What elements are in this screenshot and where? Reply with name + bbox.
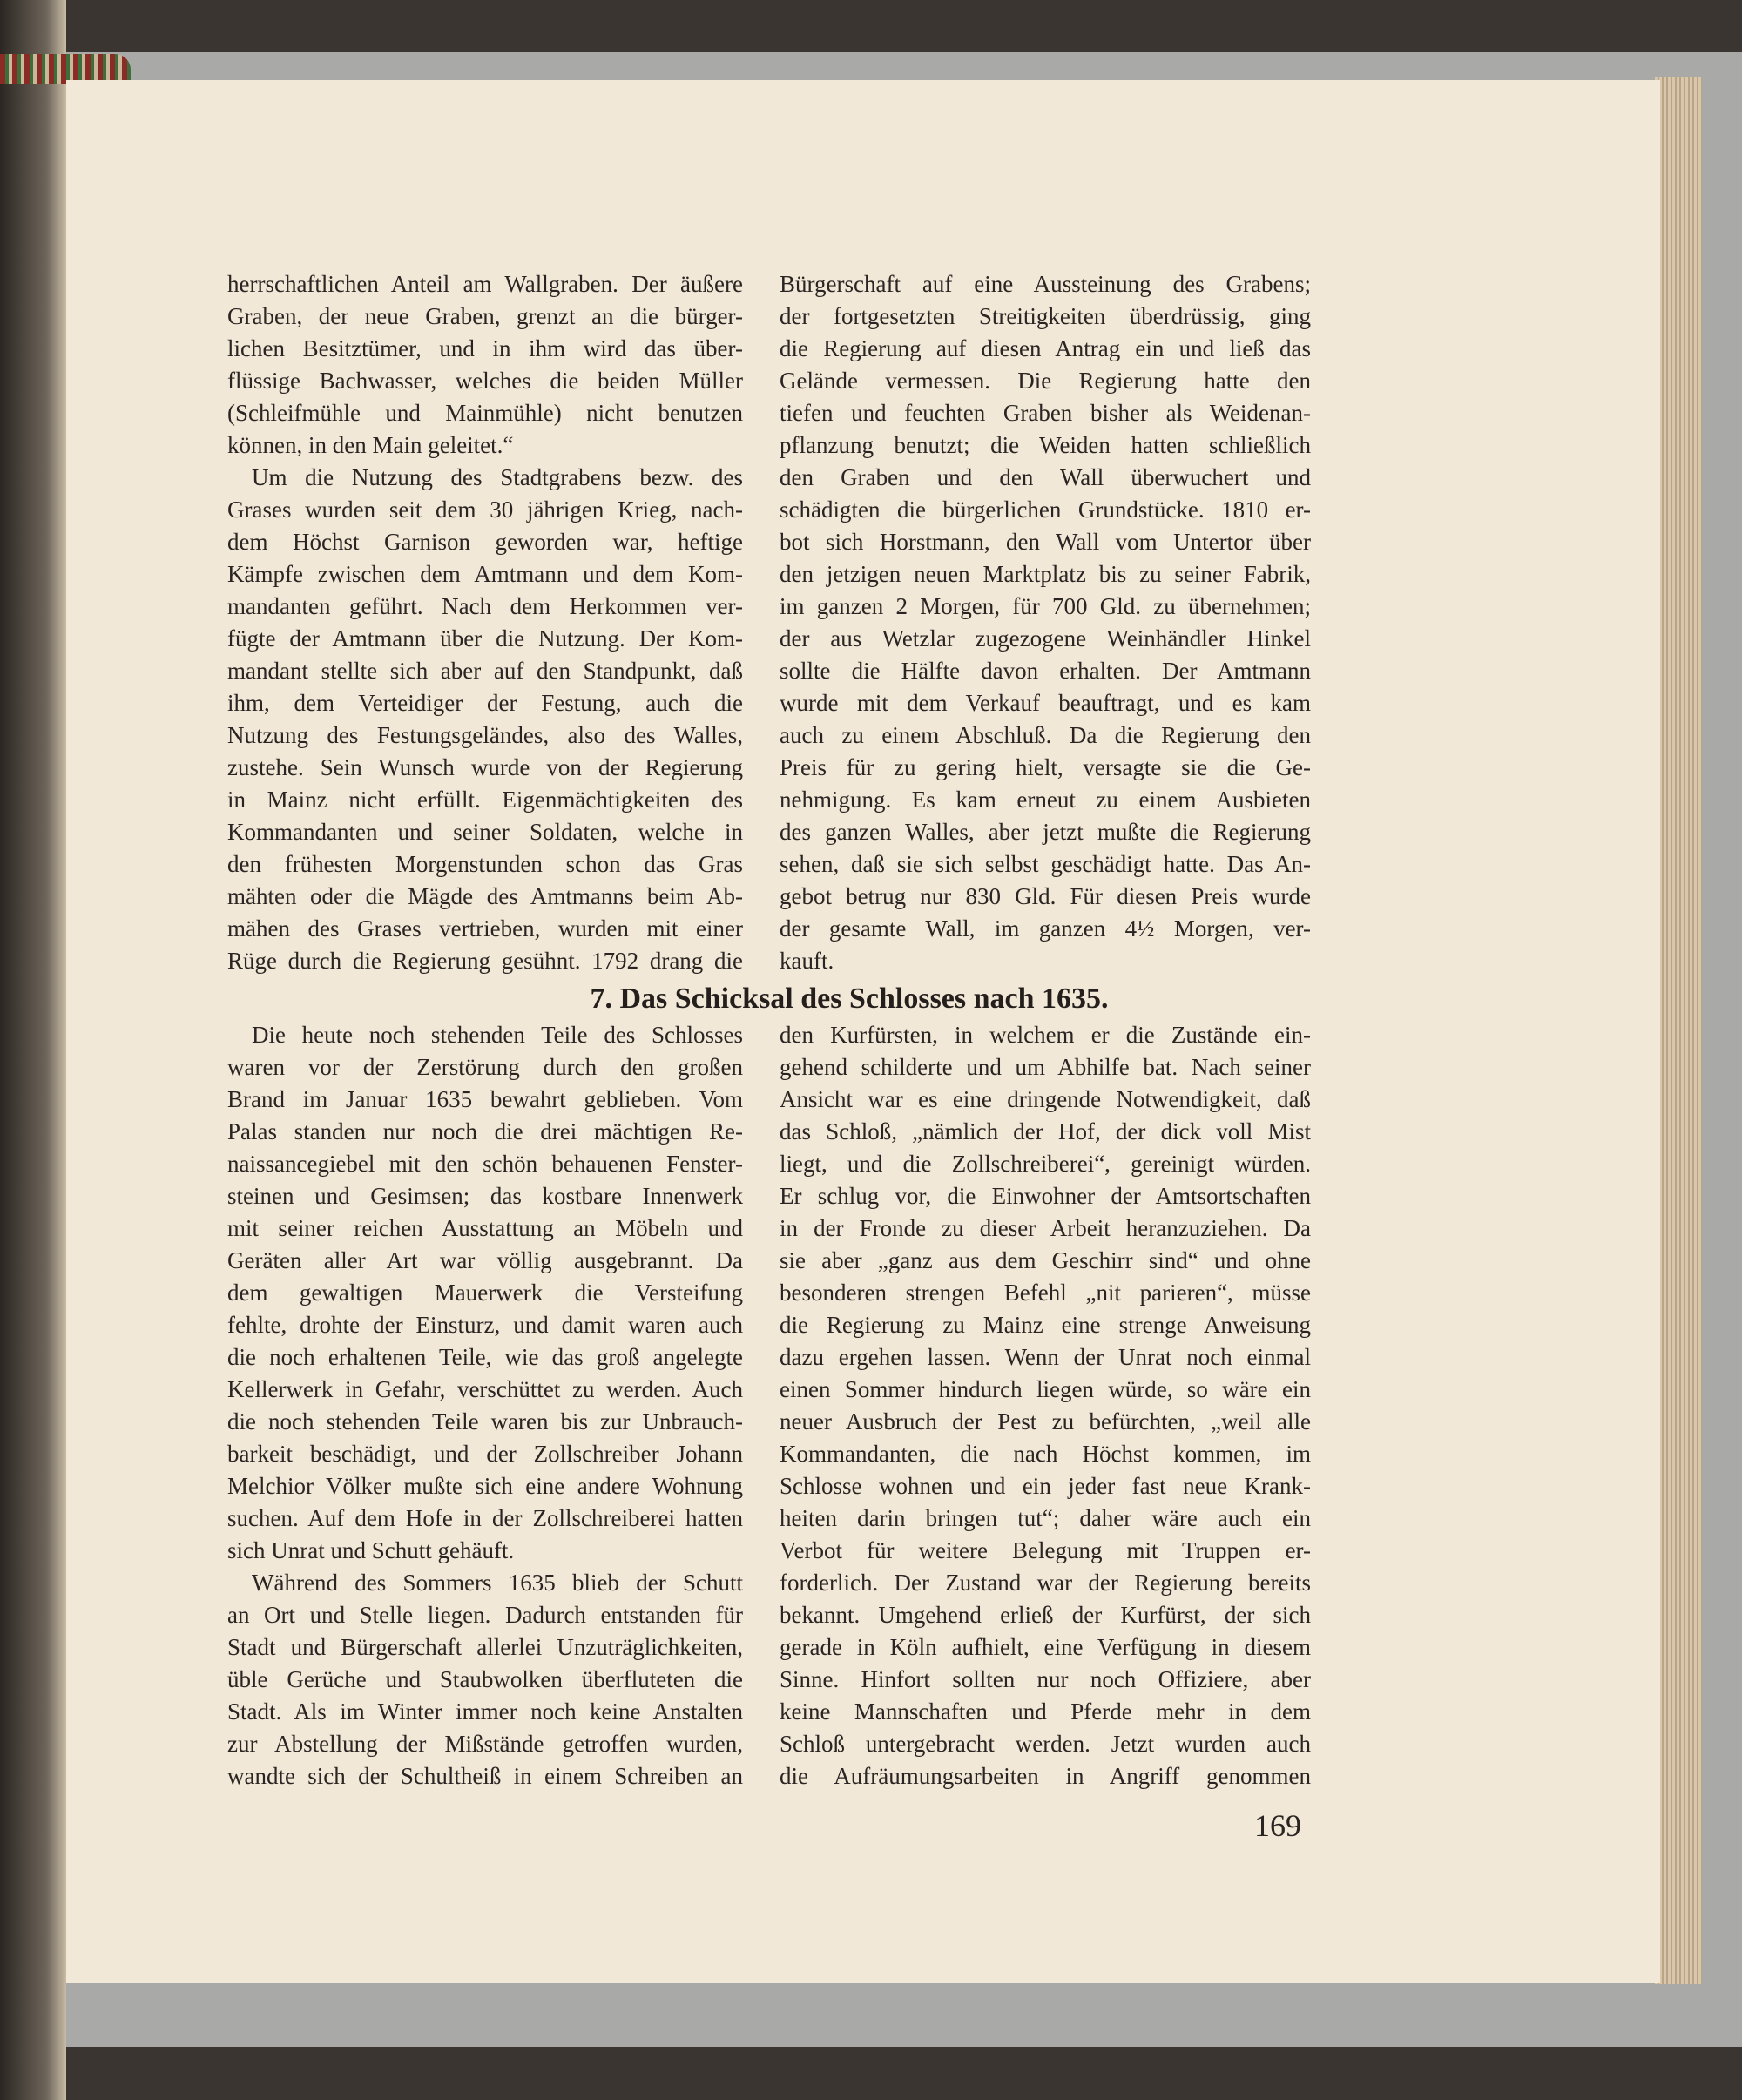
text-line: sich Unrat und Schutt gehäuft. [227,1537,515,1563]
text-line: Grases wurden seit dem 30 jährigen Krieg, nach- [227,496,743,523]
text-line: Nutzung des Festungsgeländes, also des Walles, [227,722,743,748]
text-line: sie aber „ganz aus dem Geschirr sind“ und ohne [780,1247,1311,1273]
text-line: Kommandanten, die nach Höchst kommen, im [780,1441,1311,1467]
text-line: besonderen strengen Befehl „nit parieren“, müsse [780,1280,1311,1306]
text-line: Kämpfe zwischen dem Amtmann und dem Kom- [227,561,743,587]
text-line: auch zu einem Abschluß. Da die Regierung den [780,722,1311,748]
text-line: gehend schilderte und um Abhilfe bat. Nach seiner [780,1054,1311,1080]
text-line: steinen und Gesimsen; das kostbare Innenwerk [227,1183,743,1209]
text-line: Er schlug vor, die Einwohner der Amtsortschaften [780,1183,1311,1209]
paragraph [780,1019,1311,1793]
text-line: schädigten die bürgerlichen Grundstücke. 1810 er- [780,496,1311,523]
text-line: in der Fronde zu dieser Arbeit heranzuziehen. Da [780,1215,1311,1241]
text-line: das Schloß, „nämlich der Hof, der dick voll Mist [780,1118,1311,1145]
text-line: der fortgesetzten Streitigkeiten überdrüssig, ging [780,303,1311,329]
paragraph [780,268,1311,977]
text-line: können, in den Main geleitet.“ [227,432,514,458]
text-line: barkeit beschädigt, und der Zollschreiber Johann [227,1441,743,1467]
text-line: zur Abstellung der Mißstände getroffen wurden, [227,1731,743,1757]
text-line: Graben, der neue Graben, grenzt an die bürger- [227,303,743,329]
text-line: Preis für zu gering hielt, versagte sie die Ge- [780,754,1311,780]
text-line: Kellerwerk in Gefahr, verschüttet zu werden. Auch [227,1376,743,1402]
text-line: dazu ergehen lassen. Wenn der Unrat noch einmal [780,1344,1311,1370]
text-line: sehen, daß sie sich selbst geschädigt hatte. Das An- [780,851,1311,877]
text-line: waren vor der Zerstörung durch den großen [227,1054,743,1080]
text-line: Brand im Januar 1635 bewahrt geblieben. Vom [227,1086,743,1112]
text-line: neuer Ausbruch der Pest zu befürchten, „weil alle [780,1408,1311,1435]
text-line: des ganzen Walles, aber jetzt mußte die Regierung [780,819,1311,845]
section-heading: 7. Das Schicksal des Schlosses nach 1635. [590,982,1109,1015]
text-line: kauft. [780,948,834,974]
text-line: naissancegiebel mit den schön behauenen Fenster- [227,1151,743,1177]
book-spine [0,0,66,2100]
text-line: bekannt. Umgehend erließ der Kurfürst, der sich [780,1602,1311,1628]
text-line: mähen des Grases vertrieben, wurden mit einer [227,915,743,942]
text-line: lichen Besitztümer, und in ihm wird das über- [227,335,743,361]
right-column-bottom [780,1019,1311,1793]
text-line: mähten oder die Mägde des Amtmanns beim Ab- [227,883,743,909]
paragraph [227,268,743,462]
text-line: (Schleifmühle und Mainmühle) nicht benutzen [227,400,743,426]
text-line: liegt, und die Zollschreiberei“, gereinigt würden. [780,1151,1311,1177]
text-line: die Regierung auf diesen Antrag ein und ließ das [780,335,1311,361]
text-line: den frühesten Morgenstunden schon das Gras [227,851,743,877]
text-line: Während des Sommers 1635 blieb der Schutt [252,1570,743,1596]
text-line: in Mainz nicht erfüllt. Eigenmächtigkeiten des [227,787,743,813]
text-line: Stadt. Als im Winter immer noch keine Anstalten [227,1698,743,1725]
text-line: im ganzen 2 Morgen, für 700 Gld. zu übernehmen; [780,593,1311,619]
text-line: forderlich. Der Zustand war der Regierung bereits [780,1570,1311,1596]
text-line: den jetzigen neuen Marktplatz bis zu seiner Fabrik, [780,561,1311,587]
left-column-bottom [227,1019,743,1793]
text-line: heiten darin bringen tut“; daher wäre auch ein [780,1505,1311,1531]
text-line: Verbot für weitere Belegung mit Truppen er- [780,1537,1311,1563]
text-line: den Kurfürsten, in welchem er die Zustände ein- [780,1022,1311,1048]
text-line: gerade in Köln aufhielt, eine Verfügung in diesem [780,1634,1311,1660]
text-line: Schlosse wohnen und ein jeder fast neue Krank- [780,1473,1311,1499]
text-line: nehmigung. Es kam erneut zu einem Ausbieten [780,787,1311,813]
text-line: Ansicht war es eine dringende Notwendigkeit, daß [780,1086,1311,1112]
text-line: Sinne. Hinfort sollten nur noch Offiziere, aber [780,1666,1311,1692]
book-headband [0,54,131,84]
right-column-top [780,268,1311,977]
paragraph [227,462,743,977]
text-line: Melchior Völker mußte sich eine andere Wohnung [227,1473,743,1499]
text-line: fehlte, drohte der Einsturz, und damit waren auch [227,1312,743,1338]
text-line: gebot betrug nur 830 Gld. Für diesen Preis wurde [780,883,1311,909]
text-line: mandanten geführt. Nach dem Herkommen ver- [227,593,743,619]
text-line: die noch stehenden Teile waren bis zur Unbrauch- [227,1408,743,1435]
text-line: Geräten aller Art war völlig ausgebrannt. Da [227,1247,743,1273]
text-line: suchen. Auf dem Hofe in der Zollschreiberei hatten [227,1505,743,1531]
text-line: der gesamte Wall, im ganzen 4½ Morgen, ver- [780,915,1311,942]
text-line: mit seiner reichen Ausstattung an Möbeln und [227,1215,743,1241]
text-line: an Ort und Stelle liegen. Dadurch entstanden für [227,1602,743,1628]
text-line: Gelände vermessen. Die Regierung hatte den [780,368,1311,394]
text-line: Kommandanten und seiner Soldaten, welche in [227,819,743,845]
text-line: dem gewaltigen Mauerwerk die Versteifung [227,1280,743,1306]
text-line: mandant stellte sich aber auf den Standpunkt, daß [227,658,743,684]
text-line: bot sich Horstmann, den Wall vom Untertor über [780,529,1311,555]
text-line: wurde mit dem Verkauf beauftragt, und es kam [780,690,1311,716]
text-line: Rüge durch die Regierung gesühnt. 1792 drang die [227,948,743,974]
text-line: Um die Nutzung des Stadtgrabens bezw. des [252,464,743,490]
text-line: wandte sich der Schultheiß in einem Schreiben an [227,1763,743,1789]
text-line: Bürgerschaft auf eine Aussteinung des Grabens; [780,271,1311,297]
text-line: pflanzung benutzt; die Weiden hatten schließlich [780,432,1311,458]
text-line: keine Mannschaften und Pferde mehr in dem [780,1698,1311,1725]
text-line: herrschaftlichen Anteil am Wallgraben. Der äußere [227,271,743,297]
paragraph [227,1567,743,1793]
text-line: fügte der Amtmann über die Nutzung. Der Kom- [227,625,743,652]
text-line: Stadt und Bürgerschaft allerlei Unzuträglichkeiten, [227,1634,743,1660]
text-line: flüssige Bachwasser, welches die beiden Müller [227,368,743,394]
page-edges [1655,77,1702,1984]
text-line: Die heute noch stehenden Teile des Schlosses [252,1022,743,1048]
text-line: sollte die Hälfte davon erhalten. Der Amtmann [780,658,1311,684]
text-line: die noch erhaltenen Teile, wie das groß angelegte [227,1344,743,1370]
text-line: die Regierung zu Mainz eine strenge Anweisung [780,1312,1311,1338]
text-line: zustehe. Sein Wunsch wurde von der Regierung [227,754,743,780]
text-line: der aus Wetzlar zugezogene Weinhändler Hinkel [780,625,1311,652]
text-line: Schloß untergebracht werden. Jetzt wurden auch [780,1731,1311,1757]
text-line: ihm, dem Verteidiger der Festung, auch die [227,690,743,716]
text-line: den Graben und den Wall überwuchert und [780,464,1311,490]
text-line: einen Sommer hindurch liegen würde, so wäre ein [780,1376,1311,1402]
page-number: 169 [1254,1808,1301,1843]
left-column-top [227,268,743,977]
text-line: tiefen und feuchten Graben bisher als Weidenan- [780,400,1311,426]
paragraph [227,1019,743,1567]
text-line: üble Gerüche und Staubwolken überfluteten die [227,1666,743,1692]
text-line: Palas standen nur noch die drei mächtigen Re- [227,1118,743,1145]
text-line: dem Höchst Garnison geworden war, heftige [227,529,743,555]
text-line: die Aufräumungsarbeiten in Angriff genommen [780,1763,1311,1789]
